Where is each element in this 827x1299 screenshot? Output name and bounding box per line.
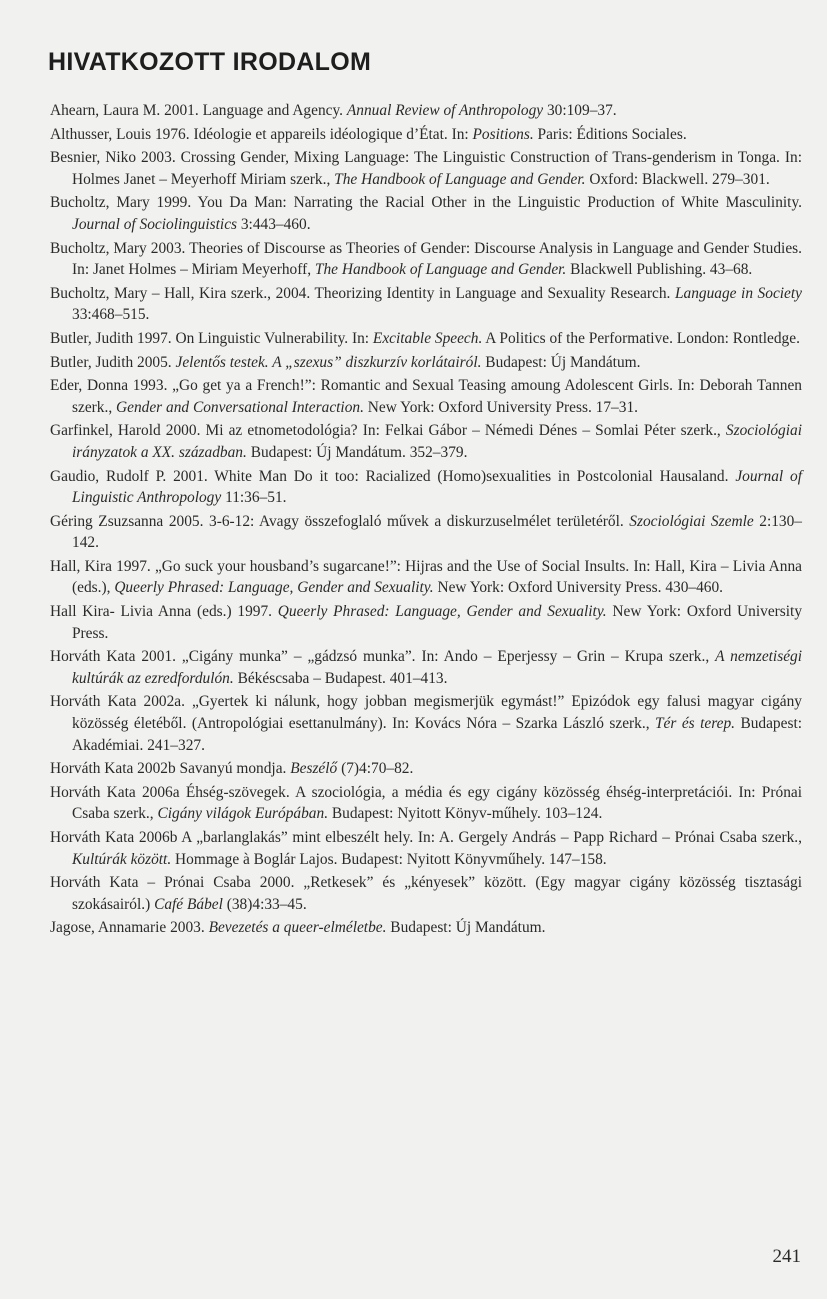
reference-entry: Horváth Kata 2002b Savanyú mondja. Beszélő (7)4:70–82.	[50, 760, 414, 778]
reference-entry: Hall, Kira 1997. „Go suck your housband’s sugarcane!”: Hijras and the Use of Social Insults. In: Hall, Kira – Livia Anna (eds.), Queerly Phrased: Language, Gender and Sexuality. New York: Oxford University Press. 430–460.	[50, 557, 802, 597]
reference-entry: Horváth Kata 2002a. „Gyertek ki nálunk, hogy jobban megismerjük egymást!” Epizódok egy falusi magyar cigány közösség életéből. (Antropológiai esettanulmány). In: Kovács Nóra – Szarka László szerk., Tér és terep. Budapest: Akadémiai. 241–327.	[50, 693, 802, 754]
reference-entry: Eder, Donna 1993. „Go get ya a French!”: Romantic and Sexual Teasing amoung Adolescent Girls. In: Deborah Tannen szerk., Gender and Conversational Interaction. New York: Oxford University Press. 17–31.	[50, 377, 802, 416]
reference-entry: Géring Zsuzsanna 2005. 3-6-12: Avagy összefoglaló művek a diskurzuselmélet területéről. Szociológiai Szemle 2:130–142.	[50, 512, 802, 552]
page-title: HIVATKOZOTT IRODALOM	[48, 48, 372, 76]
reference-entry: Garfinkel, Harold 2000. Mi az etnometodológia? In: Felkai Gábor – Némedi Dénes – Somlai Péter szerk., Szociológiai irányzatok a XX. században. Budapest: Új Mandátum. 352–379.	[50, 422, 802, 461]
page-number: 241	[772, 1246, 801, 1267]
reference-entry: Bucholtz, Mary 2003. Theories of Discourse as Theories of Gender: Discourse Analysis in Language and Gender Studies. In: Janet Holmes – Miriam Meyerhoff, The Handbook of Language and Gender. Blackwell Publishing. 43–68.	[50, 239, 802, 279]
reference-entry: Gaudio, Rudolf P. 2001. White Man Do it too: Racialized (Homo)sexualities in Postcolonial Hausaland. Journal of Linguistic Anthropology 11:36–51.	[50, 467, 802, 507]
reference-entry: Bucholtz, Mary 1999. You Da Man: Narrating the Racial Other in the Linguistic Production of White Masculinity. Journal of Sociolinguistics 3:443–460.	[50, 194, 802, 233]
reference-entry: Butler, Judith 1997. On Linguistic Vulnerability. In: Excitable Speech. A Politics of the Performative. London: Rontledge.	[50, 329, 800, 347]
reference-entry: Jagose, Annamarie 2003. Bevezetés a queer-elméletbe. Budapest: Új Mandátum.	[50, 919, 546, 937]
reference-entry: Bucholtz, Mary – Hall, Kira szerk., 2004. Theorizing Identity in Language and Sexuality Research. Language in Society 33:468–515.	[50, 284, 802, 324]
reference-entry: Horváth Kata 2001. „Cigány munka” – „gádzsó munka”. In: Ando – Eperjessy – Grin – Krupa szerk., A nemzetiségi kultúrák az ezredfordulón. Békéscsaba – Budapest. 401–413.	[50, 648, 802, 687]
reference-entry: Horváth Kata 2006a Éhség-szövegek. A szociológia, a média és egy cigány közösség éhség-interpretációi. In: Prónai Csaba szerk., Cigány világok Európában. Budapest: Nyitott Könyv-műhely. 103–124.	[50, 783, 802, 823]
reference-entry: Ahearn, Laura M. 2001. Language and Agency. Annual Review of Anthropology 30:109–37.	[50, 102, 617, 119]
reference-entry: Butler, Judith 2005. Jelentős testek. A „szexus” diszkurzív korlátairól. Budapest: Új Mandátum.	[50, 353, 641, 371]
reference-entry: Horváth Kata – Prónai Csaba 2000. „Retkesek” és „kényesek” között. (Egy magyar cigány közösség tisztasági szokásairól.) Café Bábel (38)4:33–45.	[50, 874, 802, 913]
reference-entry: Besnier, Niko 2003. Crossing Gender, Mixing Language: The Linguistic Construction of Trans-genderism in Tonga. In: Holmes Janet – Meyerhoff Miriam szerk., The Handbook of Language and Gender. Oxford: Blackwell. 279–301.	[50, 149, 802, 188]
reference-entry: Horváth Kata 2006b A „barlanglakás” mint elbeszélt hely. In: A. Gergely András – Papp Richard – Prónai Csaba szerk., Kultúrák között. Hommage à Boglár Lajos. Budapest: Nyitott Könyvműhely. 147–158.	[50, 829, 802, 868]
reference-list	[50, 100, 802, 941]
reference-entry: Althusser, Louis 1976. Idéologie et appareils idéologique d’État. In: Positions. Paris: Éditions Sociales.	[50, 125, 687, 143]
reference-entry: Hall Kira- Livia Anna (eds.) 1997. Queerly Phrased: Language, Gender and Sexuality. New York: Oxford University Press.	[50, 603, 803, 642]
